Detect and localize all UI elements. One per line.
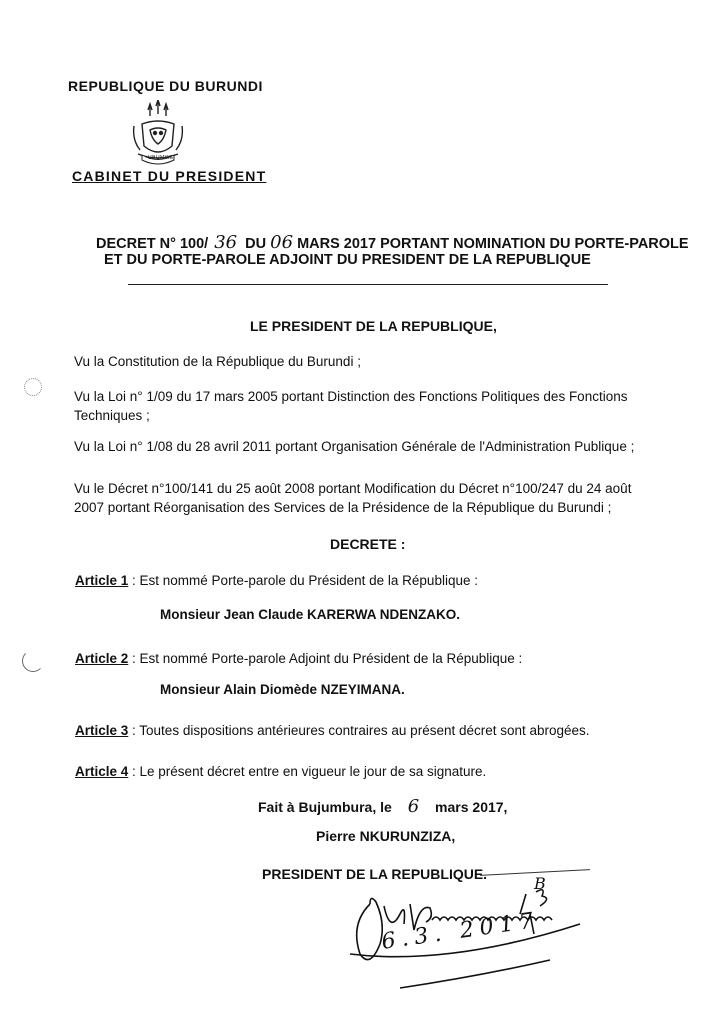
decree-title-line1 [96, 232, 689, 253]
place-suffix: mars 2017, [435, 799, 508, 815]
handwritten-decree-number: 36 [214, 232, 238, 253]
scan-mark-dots [24, 378, 42, 396]
consideration-3: Vu la Loi n° 1/08 du 28 avril 2011 portant Organisation Générale de l'Administration Publique ; [74, 439, 635, 454]
article-1-text: : Est nommé Porte-parole du Président de la République : [128, 573, 478, 588]
handwritten-decree-day: 06 [270, 232, 294, 253]
article-4-text: : Le présent décret entre en vigueur le jour de sa signature. [128, 764, 487, 779]
article-1-appointee: Monsieur Jean Claude KARERWA NDENZAKO. [160, 607, 461, 622]
consideration-2: Vu la Loi n° 1/09 du 17 mars 2005 portant Distinction des Fonctions Politiques des Fonctions [74, 389, 628, 404]
signature-initials: B [534, 874, 546, 893]
decrete-heading: DECRETE : [330, 536, 406, 552]
article-1 [75, 571, 478, 590]
article-3-text: : Toutes dispositions antérieures contraires au présent décret sont abrogées. [128, 723, 590, 738]
decree-du: DU [245, 236, 267, 252]
article-1-label: Article 1 [75, 573, 129, 588]
decree-title-suffix: MARS 2017 PORTANT NOMINATION DU PORTE-PAROLE [297, 236, 689, 252]
article-2-appointee: Monsieur Alain Diomède NZEYIMANA. [160, 682, 405, 697]
article-4-label: Article 4 [75, 764, 129, 779]
article-2-label: Article 2 [75, 651, 129, 666]
place-prefix: Fait à Bujumbura, le [258, 799, 392, 815]
title-rule [128, 284, 608, 285]
president-heading: LE PRESIDENT DE LA REPUBLIQUE, [250, 318, 497, 334]
signer-name: Pierre NKURUNZIZA, [316, 828, 456, 844]
signer-title: PRESIDENT DE LA REPUBLIQUE. [262, 866, 488, 882]
handwritten-day: 6 [407, 796, 420, 817]
article-3 [75, 721, 590, 740]
consideration-4: Vu le Décret n°100/141 du 25 août 2008 portant Modification du Décret n°100/247 du 24 août [74, 481, 632, 496]
article-2 [75, 649, 522, 668]
consideration-2-cont: Techniques ; [74, 408, 150, 423]
emblem-motto: UBUMWE [148, 155, 174, 161]
cabinet-name: CABINET DU PRESIDENT [72, 168, 267, 184]
article-4 [75, 762, 486, 781]
consideration-4-cont: 2007 portant Réorganisation des Services de la Présidence de la République du Burundi ; [74, 500, 612, 515]
place-date-line [258, 796, 507, 817]
article-3-label: Article 3 [75, 723, 129, 738]
republic-name: REPUBLIQUE DU BURUNDI [68, 78, 263, 94]
decree-title-line2: ET DU PORTE-PAROLE ADJOINT DU PRESIDENT DE LA REPUBLIQUE [104, 252, 591, 268]
signature-handwritten-date: 6.3. 2017 [380, 907, 541, 955]
consideration-1: Vu la Constitution de la République du Burundi ; [74, 354, 361, 369]
article-2-text: : Est nommé Porte-parole Adjoint du Président de la République : [128, 651, 523, 666]
scan-mark-arc [22, 650, 44, 672]
decree-number-prefix: DECRET N° 100/ [96, 236, 209, 252]
